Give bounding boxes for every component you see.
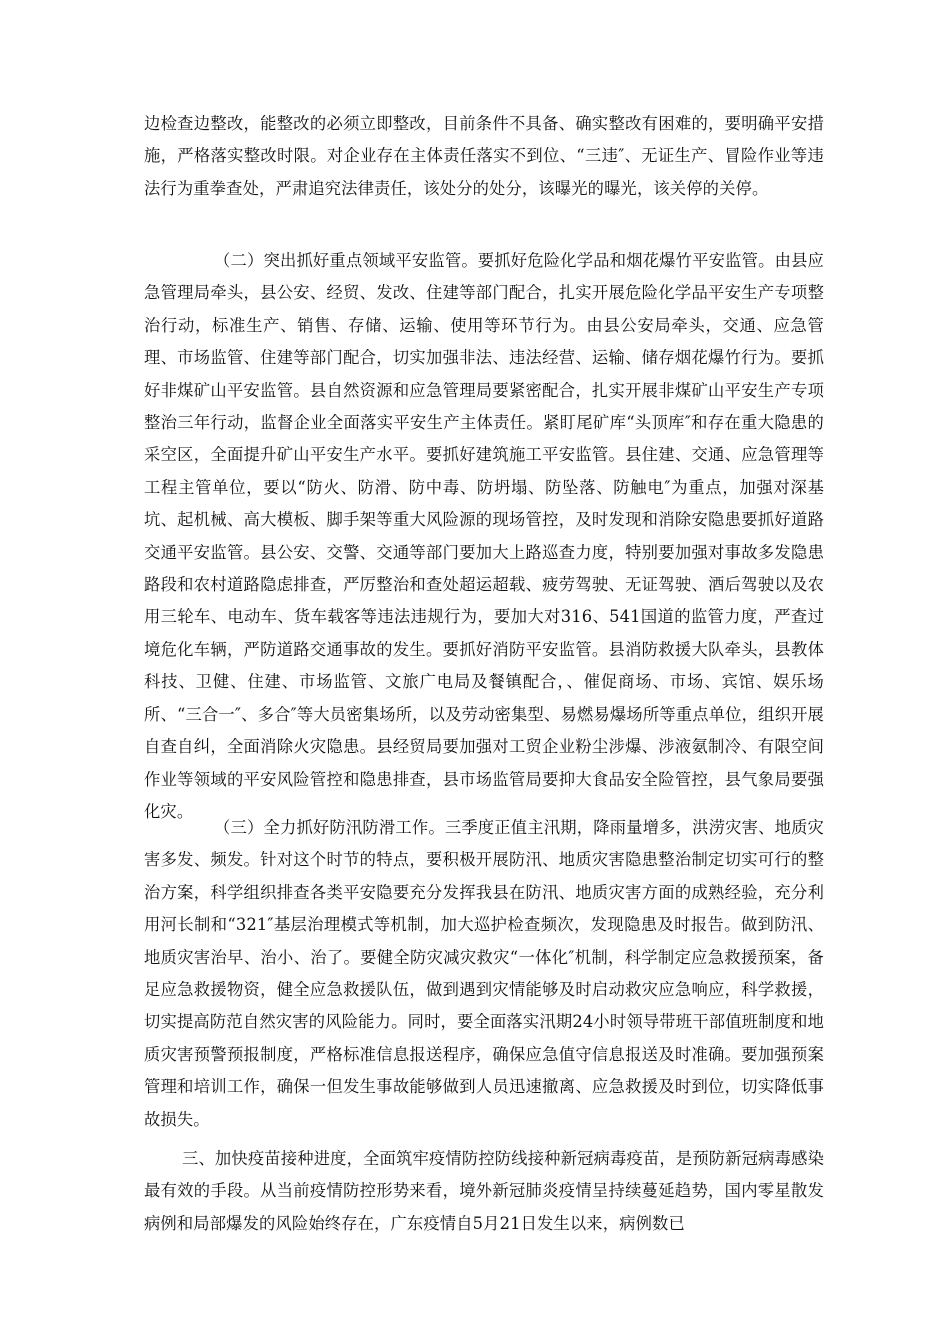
paragraph-1: 边检查边整改，能整改的必须立即整改，目前条件不具备、确实整改有困难的，要明确平安措施，严格落实整改时限。对企业存在主体责任落实不到位、“三违″、无证生产、冒险作业等违法行为重拳查处，严肃追究法律责任，该处分的处分，该曝光的曝光，该关停的关停。	[144, 114, 824, 198]
paragraph-3: （三）全力抓好防汛防滑工作。三季度正值主汛期，降雨量增多，洪涝灾害、地质灾害多发、频发。针对这个时节的特点，要积极开展防汛、地质灾害隐患整治制定切实可行的整治方案，科学组织排查各类平安隐要充分发挥我县在防汛、地质灾害方面的成熟经验，充分利用河长制和“321″基层治理模式等机制，加大巡护检查频次，发现隐患及时报告。做到防汛、地质灾害治早、治小、治了。要健全防灾减灾救灾“一体化″机制，科学制定应急救援预案，备足应急救援物资，健全应急救援队伍，做到遇到灾情能够及时启动救灾应急响应，科学救援，切实提高防范自然灾害的风险能力。同时，要全面落实汛期24小时领导带班干部值班制度和地质灾害预警预报制度，严格标准信息报送程序，确保应急值守信息报送及时准确。要加强预案管理和培训工作，确保一但发生事故能够做到人员迅速撤离、应急救援及时到位，切实降低事故损失。	[144, 818, 824, 1129]
paragraph-4: 三、加快疫苗接种进度，全面筑牢疫情防控防线接种新冠病毒疫苗，是预防新冠病毒感染最有效的手段。从当前疫情防控形势来看，境外新冠肺炎疫情呈持续蔓延趋势，国内零星散发病例和局部爆发的风险始终存在，广东疫情自5月21日发生以来，病例数已	[144, 1149, 824, 1233]
paragraph-2: （二）突出抓好重点领域平安监管。要抓好危险化学品和烟花爆竹平安监管。由县应急管理局牵头，县公安、经贸、发改、住建等部门配合，扎实开展危险化学品平安生产专项整治行动，标准生产、销售、存储、运输、使用等环节行为。由县公安局牵头，交通、应急管理、市场监管、住建等部门配合，切实加强非法、违法经营、运输、储存烟花爆竹行为。要抓好非煤矿山平安监管。县自然资源和应急管理局要紧密配合，扎实开展非煤矿山平安生产专项整治三年行动，监督企业全面落实平安生产主体责任。紧盯尾矿库“头顶库″和存在重大隐患的采空区，全面提升矿山平安生产水平。要抓好建筑施工平安监管。县住建、交通、应急管理等工程主管单位，要以“防火、防滑、防中毒、防坍塌、防坠落、防触电″为重点，加强对深基坑、起机械、高大模板、脚手架等重大风险源的现场管控，及时发现和消除安隐患要抓好道路交通平安监管。县公安、交警、交通等部门要加大上路巡查力度，特别要加强对事故多发隐患路段和农村道路隐虑排查，严厉整治和查处超运超载、疲劳驾驶、无证驾驶、酒后驾驶以及农用三轮车、电动车、货车载客等违法违规行为，要加大对316、541国道的监管力度，严查过境危化车辆，严防道路交通事故的发生。要抓好消防平安监管。县消防救援大队牵头，县教体科技、卫健、住建、市场监管、文旅广电局及餐镇配合，、催促商场、市场、宾馆、娱乐场所、“三合一″、多合″等大员密集场所，以及劳动密集型、易燃易爆场所等重点单位，组织开展自查自纠，全面消除火灾隐患。县经贸局要加强对工贸企业粉尘涉爆、涉液氨制冷、有限空间作业等领域的平安风险管控和隐患排查，县市场监管局要抑大食品安全险管控，县气象局要强化灾。	[144, 251, 824, 821]
